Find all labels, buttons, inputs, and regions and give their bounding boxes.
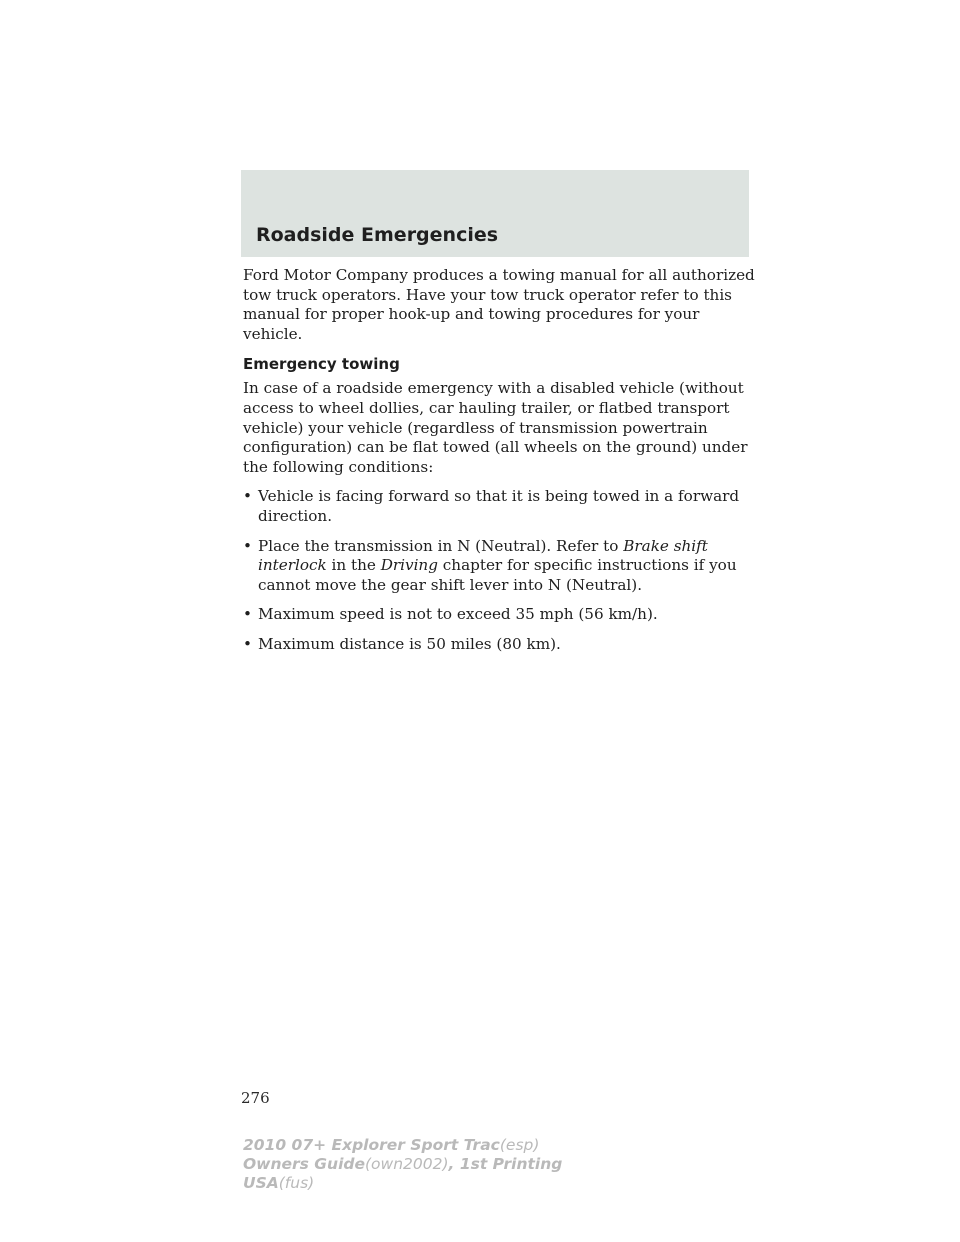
bullet-text: Place the transmission in N (Neutral). Refer to <box>258 536 624 555</box>
list-item <box>243 537 755 596</box>
footer-market: USA <box>243 1174 279 1192</box>
print-footer <box>243 1136 562 1193</box>
bullet-icon: • <box>243 487 252 506</box>
footer-model-code: (esp) <box>499 1136 540 1154</box>
brake-shift-interlock-reference: Brake shift interlock <box>258 536 708 575</box>
list-item <box>243 605 755 625</box>
list-item <box>243 635 755 655</box>
footer-guide: Owners Guide <box>243 1155 365 1173</box>
bullet-icon: • <box>243 605 252 624</box>
footer-guide-code: (own2002) <box>365 1155 449 1173</box>
towing-conditions-paragraph: In case of a roadside emergency with a disabled vehicle (without access to wheel dollies, car hauling trailer, or flatbed transport vehicle) your vehicle (regardless of transmission powertrain configuration) can be flat towed (all wheels on the ground) under the following conditions: <box>243 379 748 476</box>
bullet-text: in the <box>326 556 381 575</box>
towing-conditions-list <box>243 487 755 654</box>
bullet-icon: • <box>243 634 252 653</box>
footer-model: 2010 07+ Explorer Sport Trac <box>243 1136 500 1154</box>
section-title: Roadside Emergencies <box>256 224 499 246</box>
page-content <box>243 266 755 665</box>
footer-printing: , 1st Printing <box>448 1155 563 1173</box>
bullet-text: Maximum distance is 50 miles (80 km). <box>258 634 561 653</box>
driving-chapter-reference: Driving <box>380 556 438 575</box>
footer-line-3 <box>243 1174 562 1193</box>
footer-market-code: (fus) <box>278 1174 315 1192</box>
list-item <box>243 487 755 526</box>
page-number: 276 <box>241 1089 270 1107</box>
bullet-text: chapter for specific instructions if you cannot move the gear shift lever into N (Neutral). <box>258 556 737 594</box>
footer-line-2 <box>243 1155 562 1174</box>
intro-paragraph: Ford Motor Company produces a towing manual for all authorized tow truck operators. Have your tow truck operator refer to this manual for proper hook-up and towing procedures for your vehicle. <box>243 266 755 343</box>
emergency-towing-heading: Emergency towing <box>243 355 400 374</box>
bullet-icon: • <box>243 536 252 555</box>
bullet-text: Maximum speed is not to exceed 35 mph (56 km/h). <box>258 605 658 624</box>
footer-line-1 <box>243 1136 562 1155</box>
bullet-text: Vehicle is facing forward so that it is being towed in a forward direction. <box>258 487 740 525</box>
